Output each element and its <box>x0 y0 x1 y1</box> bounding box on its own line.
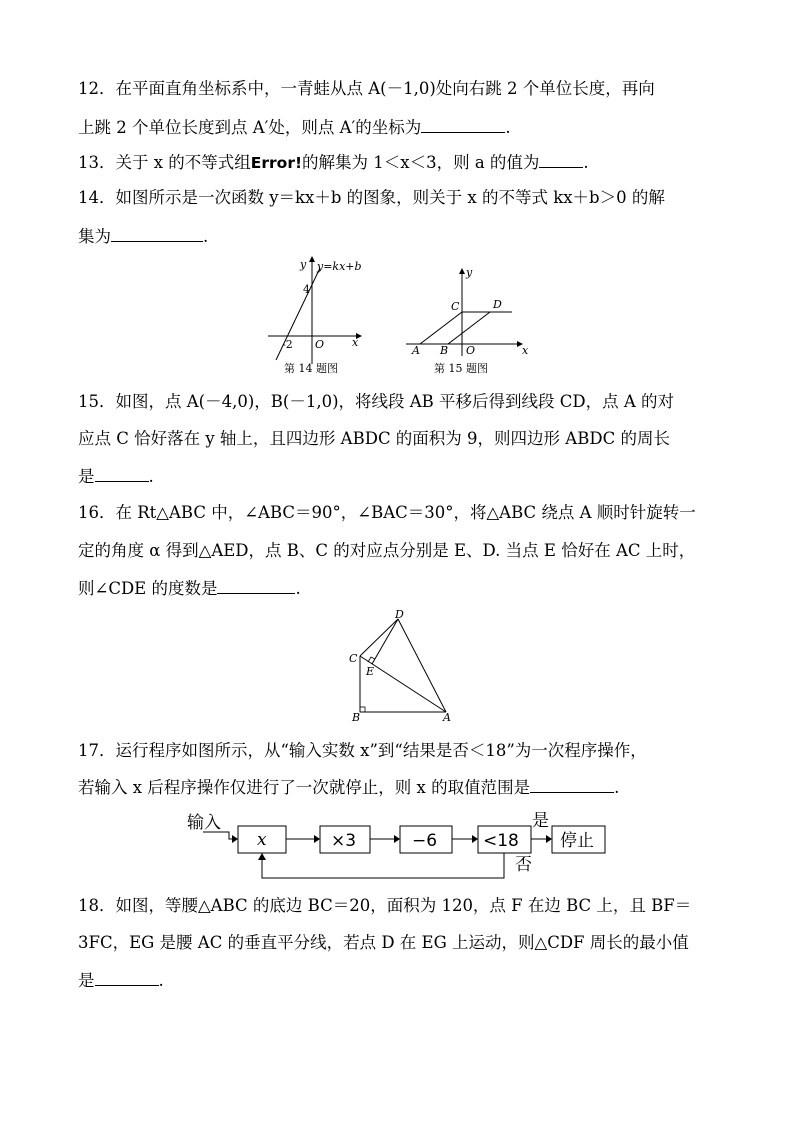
q13-post: 的解集为 1＜x＜3，则 a 的值为 <box>302 153 540 172</box>
q16-answer-blank[interactable] <box>217 577 295 594</box>
q14-text: 集为 <box>78 227 111 246</box>
q15-answer-blank[interactable] <box>95 465 149 482</box>
flow-arrowhead-2 <box>394 835 400 843</box>
q18-line3 <box>78 969 164 992</box>
flow-input-arrow-line <box>203 832 235 839</box>
fig15-label-a: A <box>412 344 420 357</box>
fig14-line-label: y=kx+b <box>317 260 362 273</box>
q12-answer-blank[interactable] <box>421 116 505 133</box>
q15-line1: 15．如图，点 A(－4,0)，B(－1,0)，将线段 AB 平移后得到线段 CD，点 A 的对 <box>78 392 675 411</box>
flow-arrowhead-3 <box>472 835 478 843</box>
fig15-origin: O <box>466 344 476 357</box>
fig16-side-cd <box>360 619 398 656</box>
figure-14 <box>262 256 372 376</box>
fig16-right-angle-b <box>360 707 365 712</box>
flow-loop-arrowhead <box>258 853 266 860</box>
flow-input-label: 输入 <box>187 813 221 833</box>
q12-line2 <box>78 116 511 139</box>
flow-box-minus6-text: −6 <box>412 831 438 851</box>
q15-line3 <box>78 465 154 488</box>
q17-line1: 17．运行程序如图所示，从“输入实数 x”到“结果是否＜18”为一次程序操作， <box>78 741 647 760</box>
q18-line1: 18．如图，等腰△ABC 的底边 BC＝20，面积为 120，点 F 在边 BC 上，且 BF＝ <box>78 896 692 915</box>
fig16-label-d: D <box>395 608 404 621</box>
fig15-y-arrow <box>459 268 465 274</box>
fig15-label-b: B <box>440 344 449 357</box>
fig15-x-label: x <box>522 344 529 357</box>
q18-text: 是 <box>78 971 95 990</box>
flow-input-arrowhead <box>232 835 238 843</box>
flow-box-stop-text: 停止 <box>560 831 594 851</box>
q12-text: 上跳 2 个单位长度到点 A′处，则点 A′的坐标为 <box>78 118 422 137</box>
q12-end: . <box>505 118 511 137</box>
fig16-label-e: E <box>366 665 375 678</box>
q13-pre: 13．关于 x 的不等式组 <box>78 153 251 172</box>
fig16-label-c: C <box>349 652 358 665</box>
flow-arrowhead-1 <box>314 835 320 843</box>
q17-end: . <box>614 778 620 797</box>
q18-line2: 3FC，EG 是腰 AC 的垂直平分线，若点 D 在 EG 上运动，则△CDF 周长的最小值 <box>78 933 689 952</box>
q18-answer-blank[interactable] <box>95 969 159 986</box>
flow-box-lt18-text: <18 <box>483 831 519 851</box>
flow-box-times3-text: ×3 <box>331 831 357 851</box>
flowchart <box>185 806 625 881</box>
q13-line <box>78 151 589 174</box>
fig14-tick-y: 4 <box>303 283 310 296</box>
fig16-label-a: A <box>443 711 451 724</box>
q15-text: 是 <box>78 467 95 486</box>
q14-end: . <box>203 227 209 246</box>
flow-yes-label: 是 <box>532 811 549 831</box>
q16-line2: 定的角度 α 得到△AED，点 B、C 的对应点分别是 E、D. 当点 E 恰好在 AC 上时， <box>78 541 696 560</box>
figure-16 <box>344 610 464 725</box>
q15-line2: 应点 C 恰好落在 y 轴上，且四边形 ABDC 的面积为 9，则四边形 ABDC 的周长 <box>78 429 670 448</box>
fig15-quadrilateral <box>420 312 490 344</box>
q16-end: . <box>295 579 301 598</box>
flow-no-label: 否 <box>515 855 532 875</box>
flow-arrowhead-yes <box>546 835 552 843</box>
fig14-origin: O <box>315 338 325 351</box>
fig15-caption: 第 15 题图 <box>434 362 488 375</box>
q14-answer-blank[interactable] <box>111 225 203 242</box>
flow-box-x-text: x <box>257 830 267 850</box>
q15-end: . <box>148 467 154 486</box>
q13-error-text: Error! <box>250 154 303 172</box>
fig14-x-label: x <box>352 336 359 349</box>
q17-answer-blank[interactable] <box>530 776 614 793</box>
fig16-side-ad <box>398 619 446 712</box>
q13-answer-blank[interactable] <box>539 151 583 168</box>
fig16-label-b: B <box>352 711 361 724</box>
fig14-caption: 第 14 题图 <box>284 362 338 375</box>
q13-end: . <box>583 153 589 172</box>
q18-end: . <box>158 971 164 990</box>
fig15-label-c: C <box>451 300 460 313</box>
q14-line2 <box>78 225 208 248</box>
fig14-tick-x: -2 <box>282 338 293 351</box>
fig14-y-arrow <box>309 256 315 262</box>
q17-line2 <box>78 776 619 799</box>
q17-text: 若输入 x 后程序操作仅进行了一次就停止，则 x 的取值范围是 <box>78 778 531 797</box>
figure-15 <box>402 256 532 376</box>
q14-line1: 14．如图所示是一次函数 y＝kx＋b 的图象，则关于 x 的不等式 kx＋b＞0 的解 <box>78 188 665 207</box>
fig15-label-d: D <box>493 298 502 311</box>
q16-line1: 16．在 Rt△ABC 中，∠ABC＝90°，∠BAC＝30°，将△ABC 绕点 A 顺时针旋转一 <box>78 503 696 522</box>
flow-loop-back-line <box>262 853 504 878</box>
fig15-y-label: y <box>466 266 473 279</box>
fig14-y-label: y <box>300 258 307 271</box>
fig16-side-ed <box>372 619 398 664</box>
q16-line3 <box>78 577 301 600</box>
q12-line1: 12．在平面直角坐标系中，一青蛙从点 A(－1,0)处向右跳 2 个单位长度，再向 <box>78 79 655 98</box>
q16-text: 则∠CDE 的度数是 <box>78 579 218 598</box>
